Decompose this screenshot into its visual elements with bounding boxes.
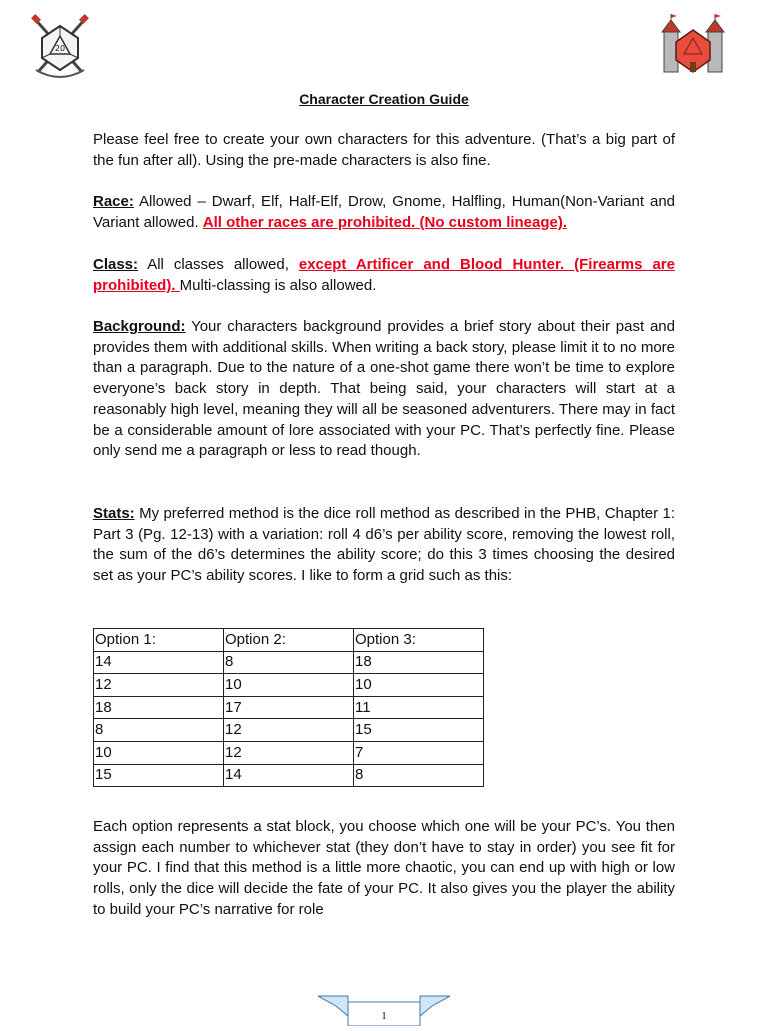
background-text: Your characters background provides a brief story about their past and provides them with additional skills. When writing a back story, please limit it to no more than a paragraph. Due to the nature of a one-shot game there won’t be time to explore everyone’s back story in depth. That being said, your characters will start at a reasonably high level, meaning they will all be seasoned adventurers. There may in fact be a considerable amount of lore associated with your PC. That’s perfectly fine. Please only send me a paragraph or less to read though. — [93, 318, 675, 460]
race-text: Allowed – Dwarf, Elf, Half-Elf, Drow, Gnome, Halfling, Human(Non-Variant and Variant allowed. — [93, 193, 675, 231]
stats-label: Stats: — [93, 505, 135, 522]
table-cell: 12 — [94, 674, 224, 697]
table-cell: 14 — [224, 764, 354, 787]
page-title: Character Creation Guide — [299, 91, 469, 107]
table-cell: 15 — [354, 719, 484, 742]
race-paragraph — [93, 192, 675, 233]
table-cell: 14 — [94, 651, 224, 674]
page-footer — [318, 994, 450, 1026]
table-header-cell: Option 2: — [224, 629, 354, 652]
table-cell: 10 — [354, 674, 484, 697]
class-text-2: Multi-classing is also allowed. — [179, 276, 377, 294]
stats-text: My preferred method is the dice roll method as described in the PHB, Chapter 1: Part 3 (Pg. 12-13) with a variation: roll 4 d6’s per ability score, removing the lowest roll, the sum of the d6’s determines the ability score; do this 3 times choosing the desired set as your PC’s ability scores. I like to form a grid such as this: — [93, 505, 675, 585]
table-header-row — [94, 629, 484, 652]
race-warning: All other races are prohibited. (No custom lineage). — [202, 213, 568, 231]
page-number: 1 — [381, 1010, 387, 1022]
class-text: All classes allowed, — [138, 256, 299, 273]
table-header-cell: Option 3: — [354, 629, 484, 652]
background-paragraph — [93, 317, 675, 462]
table-cell: 17 — [224, 696, 354, 719]
closing-paragraph: Each option represents a stat block, you choose which one will be your PC’s. You then assign each number to whichever stat (they don’t have to stay in order) you see fit for your PC. I find that this method is a little more chaotic, you can end up with high or low rolls, only the dice will decide the fate of your PC. It also gives you the player the ability to build your PC’s narrative for role — [93, 818, 675, 918]
class-label: Class: — [93, 256, 139, 273]
table-row — [94, 696, 484, 719]
table-cell: 18 — [354, 651, 484, 674]
table-cell: 7 — [354, 741, 484, 764]
table-cell: 8 — [354, 764, 484, 787]
table-header-cell: Option 1: — [94, 629, 224, 652]
class-paragraph — [93, 255, 675, 296]
race-label: Race: — [93, 193, 134, 210]
stats-paragraph — [93, 504, 675, 587]
svg-text:20: 20 — [54, 44, 66, 53]
class-warning: except Artificer and Blood Hunter. (Firearms are prohibited). — [93, 256, 675, 294]
table-cell: 8 — [224, 651, 354, 674]
sword-d20-logo-icon — [30, 14, 90, 82]
table-cell: 12 — [224, 719, 354, 742]
table-cell: 12 — [224, 741, 354, 764]
table-cell: 8 — [94, 719, 224, 742]
table-cell: 15 — [94, 764, 224, 787]
table-cell: 10 — [224, 674, 354, 697]
stats-option-table — [93, 628, 484, 787]
background-label: Background: — [93, 318, 186, 335]
table-row — [94, 764, 484, 787]
intro-paragraph: Please feel free to create your own characters for this adventure. (That’s a big part of the fun after all). Using the pre-made characters is also fine. — [93, 131, 675, 169]
table-row — [94, 674, 484, 697]
table-row — [94, 719, 484, 742]
table-row — [94, 651, 484, 674]
table-row — [94, 741, 484, 764]
table-cell: 10 — [94, 741, 224, 764]
table-cell: 18 — [94, 696, 224, 719]
castle-d20-logo-icon — [658, 14, 728, 76]
table-cell: 11 — [354, 696, 484, 719]
